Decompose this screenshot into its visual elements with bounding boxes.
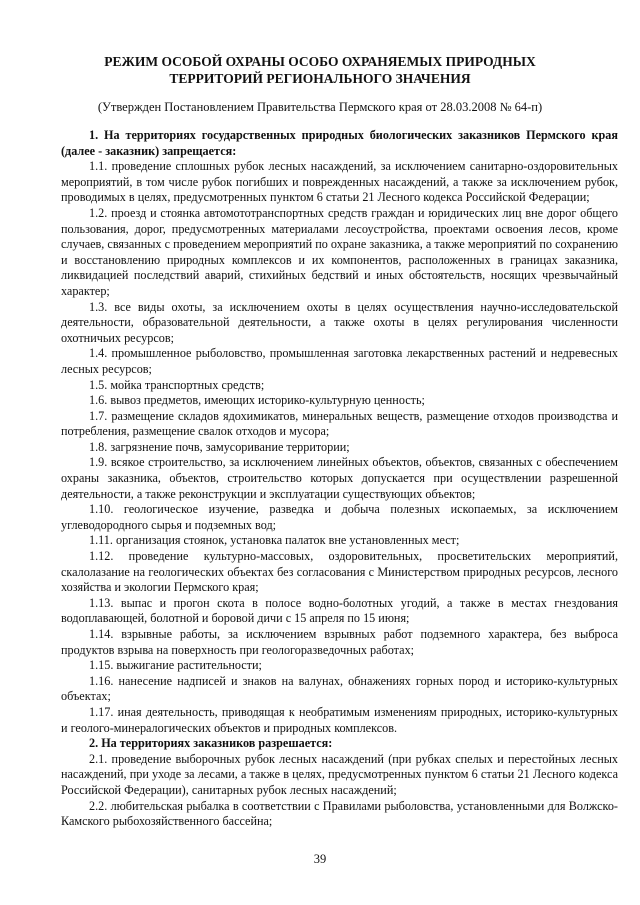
list-item-1-17: 1.17. иная деятельность, приводящая к необратимым изменениям природных, историко-культурных и геолого-минералогических объектов и природных комплексов. [61, 704, 618, 735]
list-item-1-11: 1.11. организация стоянок, установка палаток вне установленных мест; [89, 533, 460, 548]
section-heading-1: 1. На территориях государственных природных биологических заказников Пермского края (далее - заказник) запрещается: [61, 128, 618, 158]
list-item-1-3: 1.3. все виды охоты, за исключением охоты в целях осуществления научно-исследовательской деятельности, образовательной деятельности, а также охоты в целях регулирования численности охотничьих ресурсов; [61, 299, 618, 345]
list-item-1-5: 1.5. мойка транспортных средств; [89, 377, 265, 392]
list-item-1-8: 1.8. загрязнение почв, замусоривание территории; [89, 439, 350, 454]
list-item-1-1: 1.1. проведение сплошных рубок лесных насаждений, за исключением санитарно-оздоровительных мероприятий, в том числе рубок погибших и поврежденных насаждений, а также за исключением рубок, проводимых в целях, предусмотренных пунктом 6 статьи 21 Лесного кодекса Российской Федерации; [61, 159, 618, 205]
list-item-2-2: 2.2. любительская рыбалка в соответствии с Правилами рыболовства, установленными для Волжско-Камского рыбохозяйственного бассейна; [61, 798, 618, 829]
list-item-1-15: 1.15. выжигание растительности; [89, 658, 262, 673]
list-item-1-7: 1.7. размещение складов ядохимикатов, минеральных веществ, размещение отходов производства и потребления, размещение свалок отходов и мусора; [61, 408, 618, 439]
list-item-1-14: 1.14. взрывные работы, за исключением взрывных работ подземного характера, без выброса продуктов взрыва на поверхность при геологоразведочных работах; [61, 627, 618, 657]
list-item-1-10: 1.10. геологическое изучение, разведка и добыча полезных ископаемых, за исключением углеводородного сырья и подземных вод; [61, 502, 618, 532]
list-item-1-12: 1.12. проведение культурно-массовых, оздоровительных, просветительских мероприятий, скалолазание на геологических объектах без согласования с Министерством природных ресурсов, лесного хозяйства и экологии Пермского края; [61, 549, 618, 595]
list-item-1-4: 1.4. промышленное рыболовство, промышленная заготовка лекарственных растений и недревесных лесных ресурсов; [61, 346, 618, 376]
document-subtitle: (Утвержден Постановлением Правительства Пермского края от 28.03.2008 № 64-п) [97, 100, 543, 114]
list-item-1-9: 1.9. всякое строительство, за исключением линейных объектов, объектов, связанных с обеспечением охраны заказника, объектов, строительство которых допускается при осуществлении разрешенной деятельности, а также реконструкции и эксплуатации существующих объектов; [61, 455, 618, 501]
list-item-1-13: 1.13. выпас и прогон скота в полосе водно-болотных угодий, а также в местах гнездования водоплавающей, болотной и боровой дичи с 15 апреля по 15 июня; [61, 595, 618, 626]
list-item-2-1: 2.1. проведение выборочных рубок лесных насаждений (при рубках спелых и перестойных лесных насаждений, при уходе за лесами, а также в целях, предусмотренных пунктом 6 статьи 21 Лесного кодекса Российской Федерации), санитарных рубок лесных насаждений; [61, 751, 618, 797]
section-heading-2: 2. На территориях заказников разрешается: [89, 736, 333, 751]
list-item-1-16: 1.16. нанесение надписей и знаков на валунах, обнажениях горных пород и историко-культурных объектах; [61, 673, 618, 704]
document-title: РЕЖИМ ОСОБОЙ ОХРАНЫ ОСОБО ОХРАНЯЕМЫХ ПРИРОДНЫХ ТЕРРИТОРИЙ РЕГИОНАЛЬНОГО ЗНАЧЕНИЯ [104, 54, 536, 86]
page-number: 39 [313, 852, 327, 866]
document-body [61, 128, 618, 830]
list-item-1-2: 1.2. проезд и стоянка автомототранспортных средств граждан и юридических лиц вне дорог общего пользования, дорог, предусмотренных материалами лесоустройства, проектами освоения лесов, кроме случаев, связанных с проведением мероприятий по охране заказника, а также мероприятий по сохранению и восстановлению природных комплексов и их компонентов, расположенных в границах заказника, ликвидацией последствий аварий, стихийных бедствий и иных обстоятельств, носящих чрезвычайный характер; [61, 205, 618, 298]
list-item-1-6: 1.6. вывоз предметов, имеющих историко-культурную ценность; [89, 393, 425, 408]
